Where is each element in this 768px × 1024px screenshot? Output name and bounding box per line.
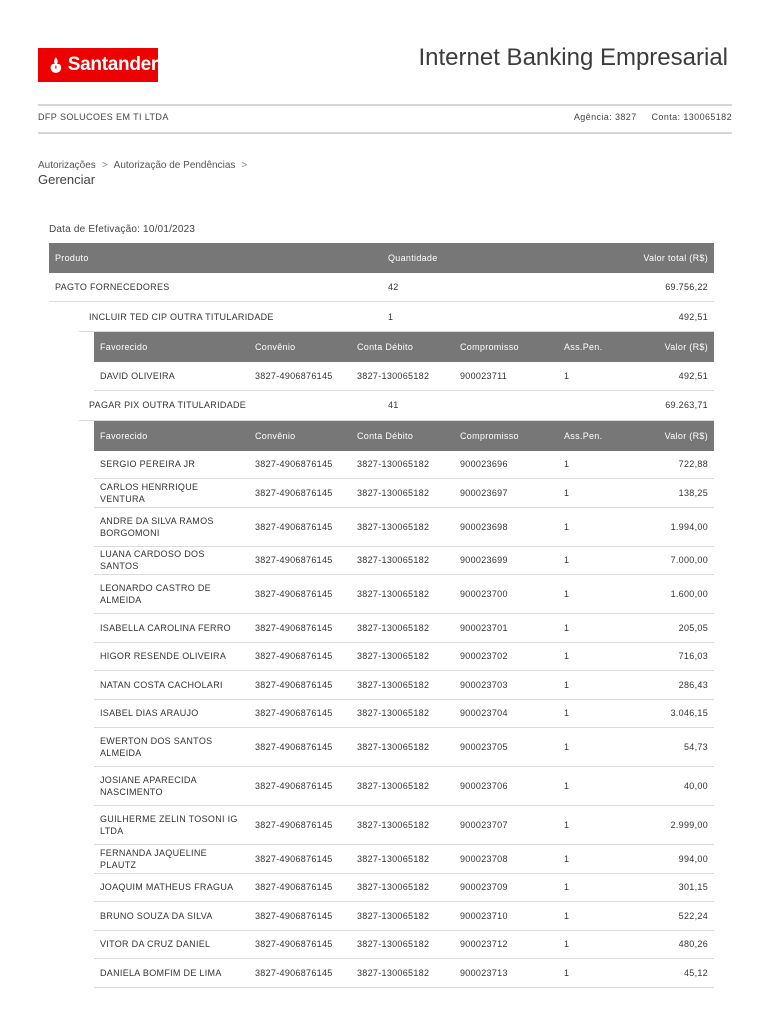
group-row xyxy=(79,302,714,332)
column-header-ass-pen: Ass.Pen. xyxy=(564,430,603,441)
table-row xyxy=(94,614,714,643)
favorecido-cell: BRUNO SOUZA DA SILVA xyxy=(100,910,213,921)
group-name: PAGAR PIX OUTRA TITULARIDADE xyxy=(89,400,247,410)
ass-pen-cell: 1 xyxy=(564,820,570,830)
table-row xyxy=(94,874,714,903)
convenio-cell: 3827-4906876145 xyxy=(255,820,333,830)
convenio-cell: 3827-4906876145 xyxy=(255,622,333,633)
favorecido-cell: ANDRE DA SILVA RAMOS BORGOMONI xyxy=(100,515,214,538)
column-header-favorecido: Favorecido xyxy=(100,342,148,352)
valor-cell: 54,73 xyxy=(683,742,708,752)
conta-debito-cell: 3827-130065182 xyxy=(357,459,430,470)
table-row xyxy=(94,902,714,931)
compromisso-cell: 900023702 xyxy=(460,651,508,662)
conta-debito-cell: 3827-130065182 xyxy=(357,742,430,752)
compromisso-cell: 900023712 xyxy=(460,939,508,950)
group-row xyxy=(79,391,714,421)
column-header-convenio: Convênio xyxy=(255,342,296,352)
convenio-cell: 3827-4906876145 xyxy=(255,651,333,662)
favorecido-cell: DANIELA BOMFIM DE LIMA xyxy=(100,967,222,978)
favorecido-cell: VITOR DA CRUZ DANIEL xyxy=(100,939,211,950)
breadcrumb-item-autorizacoes[interactable]: Autorizações xyxy=(38,160,96,171)
favorecido-cell: HIGOR RESENDE OLIVEIRA xyxy=(100,651,227,662)
breadcrumb-separator: > xyxy=(101,160,108,171)
compromisso-cell: 900023697 xyxy=(460,487,508,498)
valor-cell: 1.994,00 xyxy=(670,521,708,532)
ass-pen-cell: 1 xyxy=(564,589,570,599)
table-row xyxy=(94,767,714,806)
conta-debito-cell: 3827-130065182 xyxy=(357,708,430,719)
table-row xyxy=(94,451,714,480)
valor-cell: 45,12 xyxy=(683,967,708,978)
conta-debito-cell: 3827-130065182 xyxy=(357,651,430,662)
compromisso-cell: 900023710 xyxy=(460,910,508,921)
compromisso-cell: 900023713 xyxy=(460,967,508,978)
group-total: 69.263,71 xyxy=(665,400,708,410)
ass-pen-cell: 1 xyxy=(564,521,570,532)
convenio-cell: 3827-4906876145 xyxy=(255,939,333,950)
breadcrumb xyxy=(38,160,253,171)
product-name: PAGTO FORNECEDORES xyxy=(55,282,170,292)
ass-pen-cell: 1 xyxy=(564,622,570,633)
ass-pen-cell: 1 xyxy=(564,853,570,864)
table-row xyxy=(94,671,714,700)
valor-cell: 1.600,00 xyxy=(670,589,708,599)
table-row xyxy=(94,479,714,508)
convenio-cell: 3827-4906876145 xyxy=(255,967,333,978)
valor-cell: 301,15 xyxy=(678,882,708,893)
favorecido-cell: LEONARDO CASTRO DE ALMEIDA xyxy=(100,583,211,605)
column-header-quantidade: Quantidade xyxy=(388,253,438,263)
details-table-header xyxy=(94,332,714,362)
convenio-cell: 3827-4906876145 xyxy=(255,742,333,752)
convenio-cell: 3827-4906876145 xyxy=(255,555,333,566)
ass-pen-cell: 1 xyxy=(564,555,570,566)
conta-debito-cell: 3827-130065182 xyxy=(357,939,430,950)
brand-name: Santander xyxy=(67,54,158,75)
compromisso-cell: 900023706 xyxy=(460,781,508,791)
valor-cell: 480,26 xyxy=(678,939,708,950)
table-row xyxy=(94,547,714,576)
favorecido-cell: JOSIANE APARECIDA NASCIMENTO xyxy=(100,775,197,797)
ass-pen-cell: 1 xyxy=(564,967,570,978)
conta-debito-cell: 3827-130065182 xyxy=(357,370,430,381)
valor-cell: 492,51 xyxy=(678,370,708,381)
convenio-cell: 3827-4906876145 xyxy=(255,589,333,599)
favorecido-cell: JOAQUIM MATHEUS FRAGUA xyxy=(100,882,234,893)
ass-pen-cell: 1 xyxy=(564,708,570,719)
favorecido-cell: ISABELLA CAROLINA FERRO xyxy=(100,622,231,633)
table-row xyxy=(94,362,714,391)
table-row xyxy=(94,508,714,547)
convenio-cell: 3827-4906876145 xyxy=(255,521,333,532)
compromisso-cell: 900023705 xyxy=(460,742,508,752)
convenio-cell: 3827-4906876145 xyxy=(255,679,333,690)
table-row xyxy=(94,931,714,960)
valor-cell: 138,25 xyxy=(678,487,708,498)
ass-pen-cell: 1 xyxy=(564,679,570,690)
conta-debito-cell: 3827-130065182 xyxy=(357,487,430,498)
group-quantity: 41 xyxy=(388,400,399,410)
column-header-compromisso: Compromisso xyxy=(460,430,519,441)
conta-debito-cell: 3827-130065182 xyxy=(357,781,430,791)
favorecido-cell: CARLOS HENRRIQUE VENTURA xyxy=(100,481,199,504)
favorecido-cell: FERNANDA JAQUELINE PLAUTZ xyxy=(100,847,207,870)
group-name: INCLUIR TED CIP OUTRA TITULARIDADE xyxy=(89,311,274,322)
table-row xyxy=(94,806,714,845)
compromisso-cell: 900023704 xyxy=(460,708,508,719)
app-title: Internet Banking Empresarial xyxy=(418,44,728,71)
flame-icon xyxy=(48,55,64,75)
compromisso-cell: 900023699 xyxy=(460,555,508,566)
conta-debito-cell: 3827-130065182 xyxy=(357,882,430,893)
convenio-cell: 3827-4906876145 xyxy=(255,487,333,498)
table-row xyxy=(94,728,714,767)
column-header-ass-pen: Ass.Pen. xyxy=(564,342,603,352)
column-header-valor-total: Valor total (R$) xyxy=(643,253,708,263)
ass-pen-cell: 1 xyxy=(564,651,570,662)
favorecido-cell: EWERTON DOS SANTOS ALMEIDA xyxy=(100,736,213,758)
ass-pen-cell: 1 xyxy=(564,742,570,752)
breadcrumb-item-autorizacao-pendencias[interactable]: Autorização de Pendências xyxy=(113,160,236,171)
convenio-cell: 3827-4906876145 xyxy=(255,708,333,719)
company-name: DFP SOLUCOES EM TI LTDA xyxy=(38,112,169,122)
valor-cell: 7.000,00 xyxy=(670,555,708,566)
conta-label: Conta: 130065182 xyxy=(651,112,732,122)
column-header-compromisso: Compromisso xyxy=(460,342,519,352)
valor-cell: 40,00 xyxy=(683,781,708,791)
conta-debito-cell: 3827-130065182 xyxy=(357,679,430,690)
favorecido-cell: DAVID OLIVEIRA xyxy=(100,370,176,381)
conta-debito-cell: 3827-130065182 xyxy=(357,555,430,566)
column-header-conta-debito: Conta Débito xyxy=(357,430,414,441)
compromisso-cell: 900023698 xyxy=(460,521,508,532)
ass-pen-cell: 1 xyxy=(564,370,570,381)
conta-debito-cell: 3827-130065182 xyxy=(357,820,430,830)
breadcrumb-separator: > xyxy=(241,160,248,171)
effective-date: Data de Efetivação: 10/01/2023 xyxy=(49,224,196,235)
conta-debito-cell: 3827-130065182 xyxy=(357,589,430,599)
conta-debito-cell: 3827-130065182 xyxy=(357,967,430,978)
product-quantity: 42 xyxy=(388,282,399,292)
valor-cell: 716,03 xyxy=(678,651,708,662)
favorecido-cell: LUANA CARDOSO DOS SANTOS xyxy=(100,549,205,572)
table-row xyxy=(94,575,714,614)
convenio-cell: 3827-4906876145 xyxy=(255,459,333,470)
group-total: 492,51 xyxy=(678,311,708,322)
convenio-cell: 3827-4906876145 xyxy=(255,882,333,893)
compromisso-cell: 900023708 xyxy=(460,853,508,864)
convenio-cell: 3827-4906876145 xyxy=(255,910,333,921)
valor-cell: 286,43 xyxy=(678,679,708,690)
details-table-header xyxy=(94,421,714,451)
convenio-cell: 3827-4906876145 xyxy=(255,781,333,791)
conta-debito-cell: 3827-130065182 xyxy=(357,853,430,864)
valor-cell: 722,88 xyxy=(678,459,708,470)
conta-debito-cell: 3827-130065182 xyxy=(357,622,430,633)
table-row xyxy=(94,643,714,672)
ass-pen-cell: 1 xyxy=(564,939,570,950)
compromisso-cell: 900023696 xyxy=(460,459,508,470)
convenio-cell: 3827-4906876145 xyxy=(255,853,333,864)
valor-cell: 994,00 xyxy=(678,853,708,864)
valor-cell: 2.999,00 xyxy=(670,820,708,830)
compromisso-cell: 900023700 xyxy=(460,589,508,599)
compromisso-cell: 900023701 xyxy=(460,622,508,633)
account-info xyxy=(562,112,732,122)
company-divider xyxy=(38,132,732,134)
agencia-label: Agência: 3827 xyxy=(573,112,637,122)
favorecido-cell: GUILHERME ZELIN TOSONI IG LTDA xyxy=(100,814,238,836)
compromisso-cell: 900023707 xyxy=(460,820,508,830)
group-quantity: 1 xyxy=(388,311,394,322)
header-divider xyxy=(38,104,732,106)
favorecido-cell: NATAN COSTA CACHOLARI xyxy=(100,679,223,690)
conta-debito-cell: 3827-130065182 xyxy=(357,910,430,921)
ass-pen-cell: 1 xyxy=(564,882,570,893)
compromisso-cell: 900023703 xyxy=(460,679,508,690)
table-row xyxy=(94,959,714,988)
products-table-header xyxy=(49,243,714,273)
favorecido-cell: ISABEL DIAS ARAUJO xyxy=(100,708,199,719)
page-title: Gerenciar xyxy=(38,172,96,187)
column-header-convenio: Convênio xyxy=(255,430,296,441)
conta-debito-cell: 3827-130065182 xyxy=(357,521,430,532)
valor-cell: 3.046,15 xyxy=(670,708,708,719)
column-header-produto: Produto xyxy=(55,253,89,263)
ass-pen-cell: 1 xyxy=(564,487,570,498)
table-row xyxy=(94,700,714,729)
column-header-valor: Valor (R$) xyxy=(664,342,708,352)
valor-cell: 522,24 xyxy=(678,910,708,921)
compromisso-cell: 900023711 xyxy=(460,370,508,381)
santander-logo xyxy=(38,48,158,82)
favorecido-cell: SERGIO PEREIRA JR xyxy=(100,459,196,470)
ass-pen-cell: 1 xyxy=(564,459,570,470)
page-header xyxy=(38,44,732,88)
product-total: 69.756,22 xyxy=(665,282,708,292)
valor-cell: 205,05 xyxy=(678,622,708,633)
convenio-cell: 3827-4906876145 xyxy=(255,370,333,381)
table-row xyxy=(94,845,714,874)
ass-pen-cell: 1 xyxy=(564,781,570,791)
column-header-favorecido: Favorecido xyxy=(100,430,148,441)
ass-pen-cell: 1 xyxy=(564,910,570,921)
column-header-valor: Valor (R$) xyxy=(664,430,708,441)
product-row xyxy=(49,273,714,302)
compromisso-cell: 900023709 xyxy=(460,882,508,893)
column-header-conta-debito: Conta Débito xyxy=(357,342,414,352)
